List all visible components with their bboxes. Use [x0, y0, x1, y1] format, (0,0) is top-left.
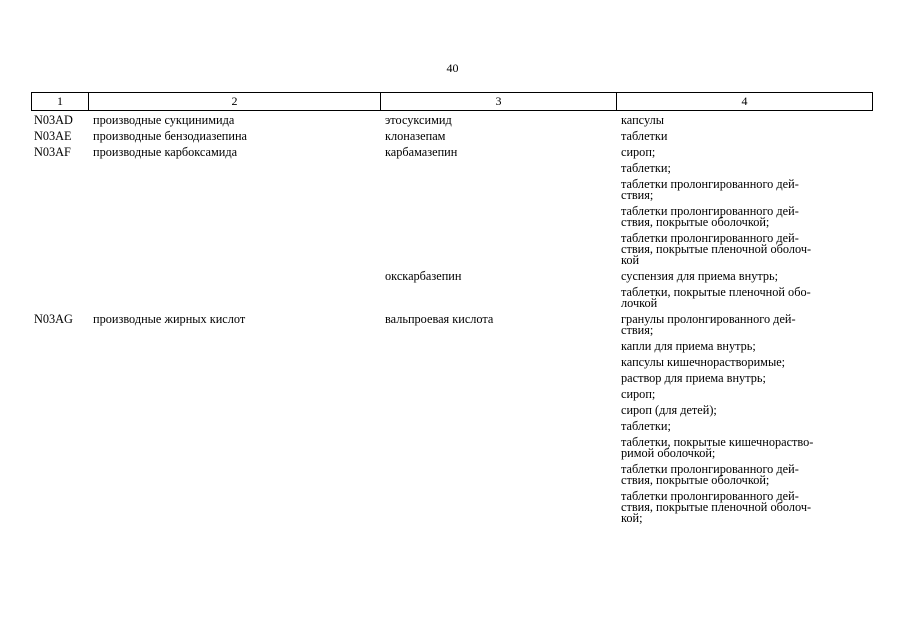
dosage-form: капли для приема внутрь; — [621, 339, 756, 353]
dosage-form: суспензия для приема внутрь; — [621, 269, 779, 283]
dosage-form: сироп (для детей); — [621, 403, 717, 417]
dosage-form: раствор для приема внутрь; — [621, 371, 766, 385]
atc-code-cell — [31, 268, 88, 311]
header-row — [32, 93, 873, 111]
drug-name-cell — [380, 112, 616, 128]
atc-code: N03AE — [34, 129, 72, 143]
dosage-form: таблетки; — [621, 161, 671, 175]
dosage-form: капсулы — [621, 113, 664, 127]
atc-code-cell — [31, 144, 88, 268]
drug-name: карбамазепин — [385, 145, 458, 159]
dosage-form: таблетки, покрытые кишечнораство- римой оболочкой; — [621, 435, 814, 460]
dosage-forms-cell — [616, 311, 872, 526]
pharmacological-group: производные карбоксамида — [93, 145, 238, 159]
dosage-forms-cell — [616, 268, 872, 311]
dosage-form: таблетки пролонгированного дей- ствия, покрытые пленочной оболоч- кой — [621, 231, 812, 267]
dosage-forms-cell — [616, 128, 872, 144]
column-number-header — [31, 92, 873, 111]
dosage-form: таблетки пролонгированного дей- ствия, покрытые оболочкой; — [621, 204, 799, 229]
drug-name: клоназепам — [385, 129, 446, 143]
pharmacological-group-cell — [88, 144, 380, 268]
atc-code: N03AG — [34, 312, 73, 326]
drug-name-cell — [380, 268, 616, 311]
drug-name-cell — [380, 128, 616, 144]
drug-name: вальпроевая кислота — [385, 312, 494, 326]
dosage-form: таблетки — [621, 129, 668, 143]
pharmacological-group: производные жирных кислот — [93, 312, 246, 326]
dosage-form: сироп; — [621, 145, 656, 159]
drug-name-cell — [380, 144, 616, 268]
table-row — [31, 112, 872, 128]
table-row — [31, 144, 872, 268]
atc-code: N03AF — [34, 145, 71, 159]
atc-code-cell — [31, 311, 88, 526]
dosage-form: таблетки пролонгированного дей- ствия, покрытые пленочной оболоч- кой; — [621, 489, 812, 525]
header-col-2: 2 — [89, 93, 381, 111]
header-col-3: 3 — [381, 93, 617, 111]
drug-table — [31, 112, 872, 526]
dosage-form: капсулы кишечнорастворимые; — [621, 355, 786, 369]
dosage-form: гранулы пролонгированного дей- ствия; — [621, 312, 796, 337]
atc-code: N03AD — [34, 113, 73, 127]
atc-code-cell — [31, 112, 88, 128]
dosage-form: таблетки, покрытые пленочной обо- лочкой — [621, 285, 811, 310]
dosage-forms-cell — [616, 144, 872, 268]
drug-name: окскарбазепин — [385, 269, 462, 283]
pharmacological-group-cell — [88, 112, 380, 128]
drug-name-cell — [380, 311, 616, 526]
pharmacological-group-cell — [88, 128, 380, 144]
header-col-1: 1 — [32, 93, 89, 111]
header-col-4: 4 — [617, 93, 873, 111]
table-body — [31, 112, 872, 526]
pharmacological-group-cell — [88, 311, 380, 526]
drug-name: этосуксимид — [385, 113, 452, 127]
pharmacological-group-cell — [88, 268, 380, 311]
page-number: 40 — [446, 61, 459, 75]
dosage-form: таблетки; — [621, 419, 671, 433]
dosage-form: таблетки пролонгированного дей- ствия, покрытые оболочкой; — [621, 462, 799, 487]
dosage-form: таблетки пролонгированного дей- ствия; — [621, 177, 799, 202]
atc-code-cell — [31, 128, 88, 144]
dosage-form: сироп; — [621, 387, 656, 401]
table-row — [31, 268, 872, 311]
table-row — [31, 311, 872, 526]
pharmacological-group: производные сукцинимида — [93, 113, 235, 127]
dosage-forms-cell — [616, 112, 872, 128]
pharmacological-group: производные бензодиазепина — [93, 129, 247, 143]
table-row — [31, 128, 872, 144]
